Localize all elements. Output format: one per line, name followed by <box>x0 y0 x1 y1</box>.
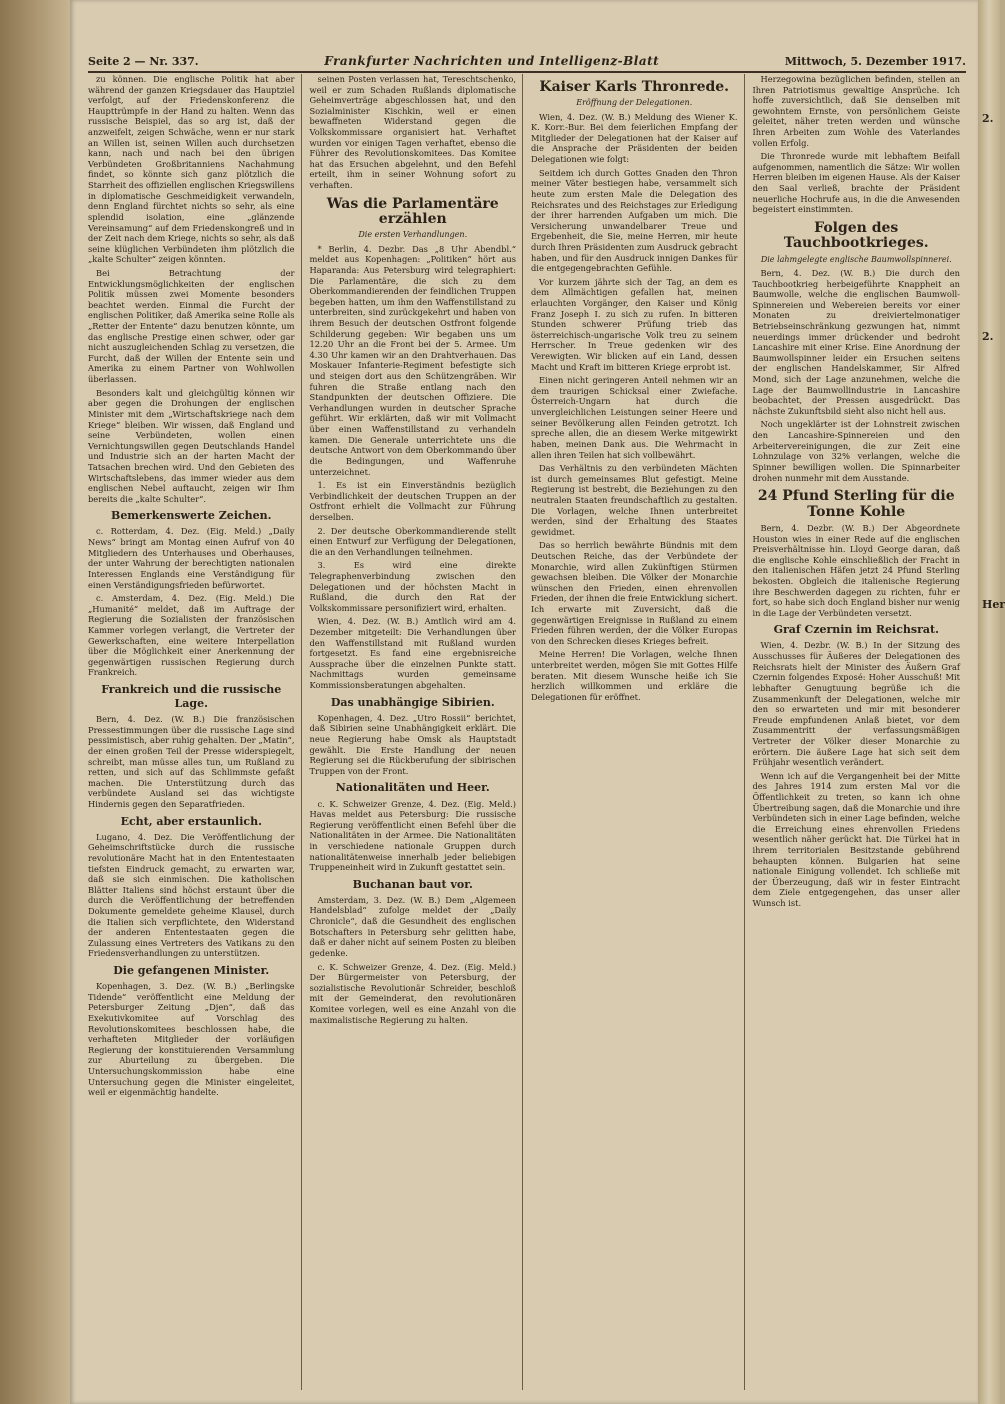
book-binding-edge <box>0 0 70 1404</box>
article-columns <box>88 74 966 1390</box>
article-kicker: Eröffnung der Delegationen. <box>576 98 693 108</box>
article-paragraph: Vor kurzem jährte sich der Tag, an dem es dem Allmächtigen gefallen hat, meinen erlauchten Vorgänger, den Kaiser und König Franz Joseph I. zu sich zu rufen. In bitteren Stunden schwerer Prüfung trieb das österreichisch-ungarische Volk treu zu seinem Herrscher. In Treue gedenken wir des Verewigten. Wir blicken auf ein Land, dessen Macht und Kraft im bitteren Kriege erprobt ist. <box>531 276 738 372</box>
article-subheadline: Bemerkenswerte Zeichen. <box>111 509 272 523</box>
article-paragraph: Das so herrlich bewährte Bündnis mit dem Deutschen Reiche, das der Verbündete der Monarchie, wird allen Zukünftigen Stürmen gewachsen bleiben. Die Völker der Monarchie wünschen den Frieden, einen ehrenvollen Frieden, der ihnen die freie Entwicklung sichert. Ich erwarte mit Zuversicht, daß die gegenwärtigen Ereignisse in Rußland zu einem Frieden führen werden, der die Völker Europas von den Schrecken dieses Krieges befreit. <box>531 540 738 646</box>
article-paragraph: Bern, 4. Dez. (W. B.) Die durch den Tauchbootkrieg herbeigeführte Knappheit an Baumwolle, welche die englischen Baumwoll-Spinnereien und Webereien bereits vor einer Monaten zu dreiviertelmonatiger Betriebseinschränkung gezwungen hat, nimmt neuerdings immer drückender und bedroht Lancashire mit einer Krise. Eine Anordnung der Baumwollspinner leider ein Ersuchen seitens der englischen Handelskammer, Sir Alfred Mond, sich der Lage anzunehmen, welche die Lage der Baumwollindustrie in Lancashire beobachtet, der Pressen ausgedrückt. Das nächste Zukunftsbild sieht also nicht hell aus. <box>752 267 960 416</box>
article-paragraph: Besonders kalt und gleichgültig können wir aber gegen die Drohungen der englischen Minister mit dem „Wirtschaftskriege nach dem Kriege“ bleiben. Wir wissen, daß England und seine Verbündeten, wollen einen Vernichtungswillen gegen Deutschlands Handel und Industrie sich an der harten Macht der Tatsachen brechen wird. Und den Gebieten des Wirtschaftslebens, das immer wieder aus dem englischen Nebel auftaucht, zeigen wir Ihm bereits die „kalte Schulter“. <box>88 387 295 504</box>
article-kicker: Die ersten Verhandlungen. <box>358 230 468 240</box>
article-paragraph: Wenn ich auf die Vergangenheit bei der Mitte des Jahres 1914 zum ersten Mal vor die Öffentlichkeit zu treten, so kann ich ohne Übertreibung sagen, daß die Monarchie und ihre Verbündeten sich in einer Lage befinden, welche die Erreichung eines ehrenvollen Friedens wesentlich näher gerückt hat. Die Türkei hat in ihrem territorialen Besitzstande gebührend behaupten können. Bulgarien hat seine nationale Einigung vollendet. Ich schließe mit der Überzeugung, daß wir in fester Eintracht dem Ziele entgegengehen, das unser aller Wunsch ist. <box>752 770 960 909</box>
adjacent-page-edge <box>978 0 1005 1404</box>
edge-fragment: Her <box>982 598 1005 611</box>
issue-date: Mittwoch, 5. Dezember 1917. <box>784 55 966 68</box>
article-paragraph: zu können. Die englische Politik hat aber während der ganzen Kriegsdauer das Hauptziel verfolgt, auf der Friedenskonferenz die Haupttrümpfe in der Hand zu halten. Wenn das russische Beispiel, das so arg ist, daß der anzweifelt, zeigen Schwäche, wenn er nur stark an Willen ist, seinen Willen auch durchsetzen kann, nach und nach bei den übrigen Verbündeten Großbritanniens Nachahmung findet, so könnte sich ganz plötzlich die Starrheit des offiziellen englischen Kriegswillens in diplomatische Geschmeidigkeit verwandeln, denn England fürchtet nichts so sehr, als eine splendid isolation, eine „glänzende Vereinsamung“ auf dem Friedenskongreß und in der Zeit nach dem Kriege, nichts so sehr, als daß seine klüglichen Verbündeten ihm plötzlich die „kalte Schulter“ zeigen könnten. <box>88 74 295 265</box>
article-paragraph: c. K. Schweizer Grenze, 4. Dez. (Eig. Meld.) Der Bürgermeister von Petersburg, der sozialistische Revolutionär Schreider, beschloß mit der Gemeinderat, den revolutionären Komitee vorlegen, weil es eine Anzahl von die maximalistische Regierung zu halten. <box>309 961 516 1025</box>
article-paragraph: Amsterdam, 3. Dez. (W. B.) Dem „Algemeen Handelsblad“ zufolge meldet der „Daily Chronicle“, daß die Gesundheit des englischen Botschafters in Petersburg sehr gelitten habe, daß er daher nicht auf seinem Posten zu bleiben gedenke. <box>309 894 516 958</box>
page-number: Seite 2 — Nr. 337. <box>88 55 199 68</box>
newspaper-title: Frankfurter Nachrichten und Intelligenz-Blatt <box>324 54 660 68</box>
article-paragraph: 3. Es wird eine direkte Telegraphenverbindung zwischen den Delegationen und der höchsten Macht in Rußland, die durch den Rat der Volkskommissare personifiziert wird, erhalten. <box>309 560 516 613</box>
article-paragraph: c. K. Schweizer Grenze, 4. Dez. (Eig. Meld.) Havas meldet aus Petersburg: Die russische Regierung veröffentlicht einen Befehl über die Nationalitäten in der Armee. Die Nationalitäten in verschiedene nationale Gruppen durch nationalitätenweise innerhalb jeder beliebigen Truppeneinheit wird in Zukunft gestattet sein. <box>309 798 516 873</box>
article-paragraph: c. Rotterdam, 4. Dez. (Eig. Meld.) „Daily News“ bringt am Montag einen Aufruf von 40 Mitgliedern des Unterhauses und Oberhauses, der unter Wahrung der berechtigten nationalen Interessen Englands eine Verständigung für einen Verständigungsfrieden befürwortet. <box>88 526 295 590</box>
article-headline: 24 Pfund Sterling für die Tonne Kohle <box>757 488 955 520</box>
article-paragraph: Das Verhältnis zu den verbündeten Mächten ist durch gemeinsames Blut gefestigt. Meine Regierung ist bestrebt, die Beziehungen zu den neutralen Staaten freundschaftlich zu gestalten. Die Vorlagen, welche Ihnen unterbreitet werden, sind der Erhaltung des Staates gewidmet. <box>531 463 738 537</box>
article-paragraph: Wien, 4. Dez. (W. B.) Amtlich wird am 4. Dezember mitgeteilt: Die Verhandlungen über den Waffenstillstand mit Rußland wurden fortgesetzt. Es fand eine ergebnisreiche Aussprache über die einzelnen Punkte statt. Nachmittags wurden gemeinsame Kommissionsberatungen abgehalten. <box>309 616 516 691</box>
article-paragraph: Wien, 4. Dez. (W. B.) Meldung des Wiener K. K. Korr.-Bur. Bei dem feierlichen Empfang der Mitglieder der Delegationen hat der Kaiser auf die Ansprache der Präsidenten der beiden Delegationen wie folgt: <box>531 111 738 165</box>
article-headline: Was die Parlamentäre erzählen <box>326 195 499 228</box>
article-subheadline: Nationalitäten und Heer. <box>335 781 490 795</box>
article-paragraph: Seitdem ich durch Gottes Gnaden den Thron meiner Väter bestiegen habe, versammelt sich heute zum ersten Male die Delegation des Reichsrates und des Reichstages zur Erledigung der ihrer harrenden Aufgaben um mich. Die Versicherung unwandelbarer Treue und Ergebenheit, die Sie, meine Herren, mir heute durch Ihren Präsidenten zum Ausdruck gebracht haben, und für den Ausdruck innigen Dankes für die entgegengebrachten Gefühle. <box>531 167 738 274</box>
article-paragraph: * Berlin, 4. Dezbr. Das „8 Uhr Abendbl.“ meldet aus Kopenhagen: „Politiken“ hört aus Haparanda: Aus Petersburg wird telegraphiert: Die Parlamentäre, die sich zu dem Oberkommandierenden der feindlichen Truppen begeben hatten, um ihm den Waffenstillstand zu unterbreiten, sind zurückgekehrt und haben von ihrem Besuch der deutschen Ostfront folgende Schilderung gegeben: Wir begaben uns um 12.20 Uhr an die Front bei der 5. Armee. Um 4.30 Uhr kamen wir an den Drahtverhauen. Das Moskauer Infanterie-Regiment befestigte sich und steigen dort aus den Schützengräben. Wir fuhren die Straße entlang nach den Standpunkten der deutschen Offiziere. Die Verhandlungen wurden in deutscher Sprache geführt. Wir erklärten, daß wir mit Vollmacht über einen Waffenstillstand zu verhandeln kamen. Die Generale unterrichtete uns die deutsche Antwort von dem Oberkommando über die Bedingungen, und Waffenruhe unterzeichnet. <box>309 243 516 477</box>
edge-fragment: 2. <box>982 330 994 343</box>
article-paragraph: 1. Es ist ein Einverständnis bezüglich Verbindlichkeit der deutschen Truppen an der Ostfront erhielt die Vollmacht zur Führung derselben. <box>309 480 516 522</box>
article-paragraph: 2. Der deutsche Oberkommandierende stellt einen Entwurf zur Verfügung der Delegationen, die an den Verhandlungen teilnehmen. <box>309 525 516 557</box>
article-headline: Folgen des Tauchbootkrieges. <box>783 219 929 252</box>
column-4 <box>753 74 967 1390</box>
article-subheadline: Die gefangenen Minister. <box>113 964 270 978</box>
column-2 <box>310 74 524 1390</box>
newspaper-page <box>70 0 978 1404</box>
article-subheadline: Echt, aber erstaunlich. <box>120 814 262 828</box>
article-paragraph: Meine Herren! Die Vorlagen, welche Ihnen unterbreitet werden, mögen Sie mit Gottes Hilfe beraten. Mit diesem Wunsche heiße ich Sie herzlich willkommen und erkläre die Delegationen für eröffnet. <box>531 649 738 702</box>
article-paragraph: Einen nicht geringeren Anteil nehmen wir an dem traurigen Schicksal einer Zwiefache. Österreich-Ungarn hat durch die unvergleichlichen Leistungen seiner Heere und seiner Bevölkerung allen Feinden getrotzt. Ich spreche allen, die an diesem Werke mitgewirkt haben, meinen Dank aus. Die Wehrmacht in allen ihren Teilen hat sich vollbewährt. <box>531 375 738 460</box>
article-kicker: Die lahmgelegte englische Baumwollspinnerei. <box>760 254 952 264</box>
article-paragraph: Bern, 4. Dezbr. (W. B.) Der Abgeordnete Houston wies in einer Rede auf die englischen Preisverhältnisse hin. Lloyd George daran, daß die englische Kohle einschließlich der Fracht in den italienischen Häfen jetzt 24 Pfund Sterling bekosten. Obgleich die italienische Regierung ihre Beschwerden dagegen zu richten, fuhr er fort, so habe sich doch England bisher nur wenig in die Lage der Verbündeten versetzt. <box>752 522 960 618</box>
article-paragraph: seinen Posten verlassen hat, Tereschtschenko, weil er zum Schaden Rußlands diplomatische Geheimverträge abgeschlossen hat, und den Sozialminister Kischkin, weil er einen bewaffneten Widerstand gegen die Volkskommissare organisiert hat. Verhaftet wurden vor einigen Tagen verhaftet, ebenso die Führer des Revolutionskomitees. Das Komitee hat das Ersuchen abgelehnt, und den Befehl erteilt, ihm in seiner Wohnung sofort zu verhaften. <box>309 74 516 191</box>
article-paragraph: Noch ungeklärter ist der Lohnstreit zwischen den Lancashire-Spinnereien und den Arbeitervereinigungen, die zur Zeit eine Lohnzulage von 32% verlangen, welche die Spinner bewilligen wollen. Die Spinnarbeiter drohen nunmehr mit dem Ausstande. <box>752 419 960 483</box>
article-paragraph: Bern, 4. Dez. (W. B.) Die französischen Pressestimmungen über die russische Lage sind pessimistisch, aber ruhig gehalten. Der „Matin“, der einen großen Teil der Presse widerspiegelt, schreibt, man müsse alles tun, um Rußland zu retten, und sich auf das Schlimmste gefaßt machen. Die Unterstützung durch das verbündete Ausland sei das wichtigste Hindernis gegen den Separatfrieden. <box>88 714 295 810</box>
article-subheadline: Das unabhängige Sibirien. <box>330 695 495 709</box>
article-headline: Kaiser Karls Thronrede. <box>539 79 730 95</box>
edge-fragment: 2. <box>982 112 994 125</box>
page-header <box>88 46 966 73</box>
article-subheadline: Frankreich und die russische Lage. <box>101 682 282 711</box>
article-paragraph: c. Amsterdam, 4. Dez. (Eig. Meld.) Die „Humanité“ meldet, daß im Auftrage der Regierung die Sozialisten der französischen Kammer vorlegen verlangt, die Vertreter der Gewerkschaften, eine weitere Interpellation über die Möglichkeit einer Anerkennung der gegenwärtigen russischen Regierung durch Frankreich. <box>88 593 295 678</box>
article-subheadline: Graf Czernin im Reichsrat. <box>773 623 939 637</box>
article-subheadline: Buchanan baut vor. <box>352 877 473 891</box>
article-paragraph: Lugano, 4. Dez. Die Veröffentlichung der Geheimschriftstücke durch die russische revolutionäre Macht hat in den Ententestaaten tiefsten Eindruck gemacht, zu erwarten war, daß sie sich einmischen. Die katholischen Blätter Italiens sind höchst erstaunt über die durch die Veröffentlichung der betreffenden Dokumente gemeldete geheime Klausel, durch die Italien sich verpflichtete, den Widerstand der anderen Ententestaaten gegen die Zulassung eines Vertreters des Vatikans zu den Friedensverhandlungen zu unterstützen. <box>88 831 295 959</box>
article-paragraph: Kopenhagen, 4. Dez. „Utro Rossii“ berichtet, daß Sibirien seine Unabhängigkeit erklärt. Die neue Regierung habe Omsk als Hauptstadt gewählt. Die Erste Handlung der neuen Regierung sei die Rückberufung der sibirischen Truppen von der Front. <box>309 712 516 776</box>
article-paragraph: Kopenhagen, 3. Dez. (W. B.) „Berlingske Tidende“ veröffentlicht eine Meldung der Petersburger Zeitung „Djen“, daß das Exekutivkomitee auf Vorschlag des Revolutionskomitees beschlossen habe, die verhafteten Mitglieder der vorläufigen Regierung der konstituierenden Versammlung zur Aburteilung zu übergeben. Die Untersuchungskommission habe eine Untersuchung gegen die Minister eingeleitet, weil er eigenmächtig handelte. <box>88 981 295 1098</box>
article-paragraph: Die Thronrede wurde mit lebhaftem Beifall aufgenommen, namentlich die Sätze: Wir wollen Herren bleiben im eigenen Hause. Als der Kaiser den Saal verließ, brachte der Präsident neuerliche Hochrufe aus, in die die Anwesenden begeistert einstimmten. <box>752 151 960 215</box>
article-paragraph: Herzegowina bezüglichen befinden, stellen an Ihren Patriotismus gewaltige Ansprüche. Ich hoffe zuversichtlich, daß Sie denselben mit gewohntem Ernste, von persönlichem Geiste geleitet, näher treten werden und wünsche Ihren Arbeiten zum Wohle des Vaterlandes vollen Erfolg. <box>752 74 960 148</box>
column-1 <box>88 74 302 1390</box>
article-paragraph: Wien, 4. Dezbr. (W. B.) In der Sitzung des Ausschusses für Äußeres der Delegationen des Reichsrats hielt der Minister des Äußern Graf Czernin folgendes Exposé: Hoher Ausschuß! Mit lebhafter Genugtuung begrüße ich die Zusammenkunft der Delegationen, welche mir den so erwarteten und mir mit besonderer Freude empfundenen Anlaß bietet, vor dem Zusammentritt der verfassungsmäßigen Vertreter der Völker dieser Monarchie zu erörtern. Die äußere Lage hat sich seit dem Frühjahr wesentlich verändert. <box>752 640 960 768</box>
column-3 <box>531 74 745 1390</box>
article-paragraph: Bei Betrachtung der Entwicklungsmöglichkeiten der englischen Politik müssen zwei Momente besonders beachtet werden. Einmal die Furcht der englischen Politiker, daß Amerika seine Rolle als „Retter der Entente“ dazu benutzen könnte, um das englische Prestige einen schwer, oder gar nicht auszugleichenden Schlag zu versetzen, die Furcht, daß der Willen der Entente sein und Amerika zu einem Partner von Wohlwollen überlassen. <box>88 267 295 385</box>
